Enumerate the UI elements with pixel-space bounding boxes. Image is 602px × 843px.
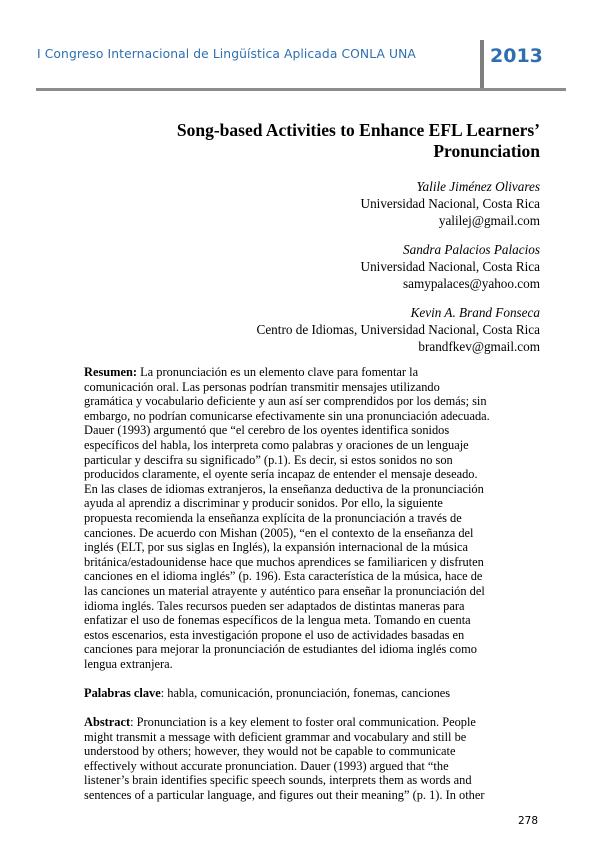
paper-title <box>120 120 540 162</box>
resumen-section <box>84 365 544 671</box>
resumen-label: Resumen: <box>84 365 137 379</box>
resumen-line: enfatizar el uso de fonemas específicos de la lengua meta. Tomando en cuenta <box>84 613 471 628</box>
resumen-line: idioma inglés. Tales recursos pueden ser adaptados de distintas maneras para <box>84 598 465 613</box>
resumen-line: estos escenarios, esta investigación propone el uso de actividades basadas en <box>84 627 465 642</box>
author-block <box>120 178 540 229</box>
header-rule <box>36 88 566 91</box>
keywords-section <box>84 686 544 701</box>
resumen-line: En las clases de idiomas extranjeros, la enseñanza deductiva de la pronunciación <box>84 481 484 496</box>
resumen-line: lengua extranjera. <box>84 656 173 671</box>
title-line: Pronunciation <box>433 141 540 161</box>
resumen-line: producidos claramente, el oyente sería incapaz de entender el mensaje deseado. <box>84 467 478 482</box>
author-block <box>120 304 540 355</box>
conference-year: 2013 <box>490 45 543 67</box>
resumen-line: ayuda al aprendiz a discriminar y producir sonidos. Por ello, la siguiente <box>84 496 443 511</box>
author-email: yalilej@gmail.com <box>438 213 540 228</box>
resumen-line: embargo, no podrían comunicarse efectivamente sin una pronunciación adecuada. <box>84 408 490 423</box>
resumen-line: canciones para mejorar la pronunciación de estudiantes del idioma inglés como <box>84 642 477 657</box>
resumen-line: canciones. De acuerdo con Mishan (2005), “en el contexto de la enseñanza del <box>84 525 474 540</box>
resumen-line: propuesta recomienda la enseñanza explícita de la pronunciación a través de <box>84 510 462 525</box>
author-name: Sandra Palacios Palacios <box>403 242 540 257</box>
author-affiliation: Centro de Idiomas, Universidad Nacional, Costa Rica <box>256 322 540 337</box>
resumen-line: comunicación oral. Las personas podrían transmitir mensajes utilizando <box>84 379 440 394</box>
resumen-line: Resumen: La pronunciación es un elemento clave para fomentar la <box>84 365 419 379</box>
author-email: brandfkev@gmail.com <box>418 339 540 354</box>
author-affiliation: Universidad Nacional, Costa Rica <box>360 196 540 211</box>
author-email: samypalaces@yahoo.com <box>402 276 540 291</box>
resumen-line: canciones en el idioma inglés” (p. 196). Esta característica de la música, hace de <box>84 569 483 584</box>
resumen-line: británica/estadounidense hace que muchos aprendices se familiaricen y disfruten <box>84 554 484 569</box>
title-line: Song-based Activities to Enhance EFL Learners’ <box>176 120 540 140</box>
abstract-line: listener’s brain identifies specific speech sounds, interprets them as words and <box>84 773 472 788</box>
conference-header: I Congreso Internacional de Lingüística Aplicada CONLA UNA <box>37 47 416 61</box>
abstract-section <box>84 715 544 803</box>
author-name: Yalile Jiménez Olivares <box>416 179 540 194</box>
abstract-line: understood by others; however, they would not be capable to communicate <box>84 744 456 759</box>
abstract-line: sentences of a particular language, and figures out their meaning” (p. 1). In other <box>84 787 485 802</box>
abstract-line: Abstract: Pronunciation is a key element to foster oral communication. People <box>84 715 476 729</box>
header-separator <box>480 40 484 88</box>
abstract-line: effectively without accurate pronunciation. Dauer (1993) argued that “the <box>84 758 449 773</box>
keywords-line: Palabras clave: habla, comunicación, pronunciación, fonemas, canciones <box>84 686 451 700</box>
resumen-line: particular y descifra su significado” (p.1). Es decir, si estos sonidos no son <box>84 452 453 467</box>
resumen-line: Dauer (1993) argumentó que “el cerebro de los oyentes identifica sonidos <box>84 423 450 438</box>
keywords-label: Palabras clave <box>84 686 161 700</box>
author-name: Kevin A. Brand Fonseca <box>410 305 540 320</box>
resumen-line: gramática y vocabulario deficiente y aun así ser comprendidos por los demás; sin <box>84 394 487 409</box>
page-number: 278 <box>518 815 539 827</box>
author-affiliation: Universidad Nacional, Costa Rica <box>360 259 540 274</box>
resumen-line: específicos del habla, los interpreta como palabras y oraciones de un lenguaje <box>84 437 469 452</box>
abstract-label: Abstract <box>84 715 131 729</box>
resumen-line: inglés (ELT, por sus siglas en Inglés), la expansión internacional de la música <box>84 540 469 555</box>
author-block <box>120 241 540 292</box>
abstract-line: might transmit a message with deficient grammar and vocabulary and still be <box>84 729 467 744</box>
resumen-line: las canciones un material atrayente y auténtico para enseñar la pronunciación del <box>84 583 485 598</box>
